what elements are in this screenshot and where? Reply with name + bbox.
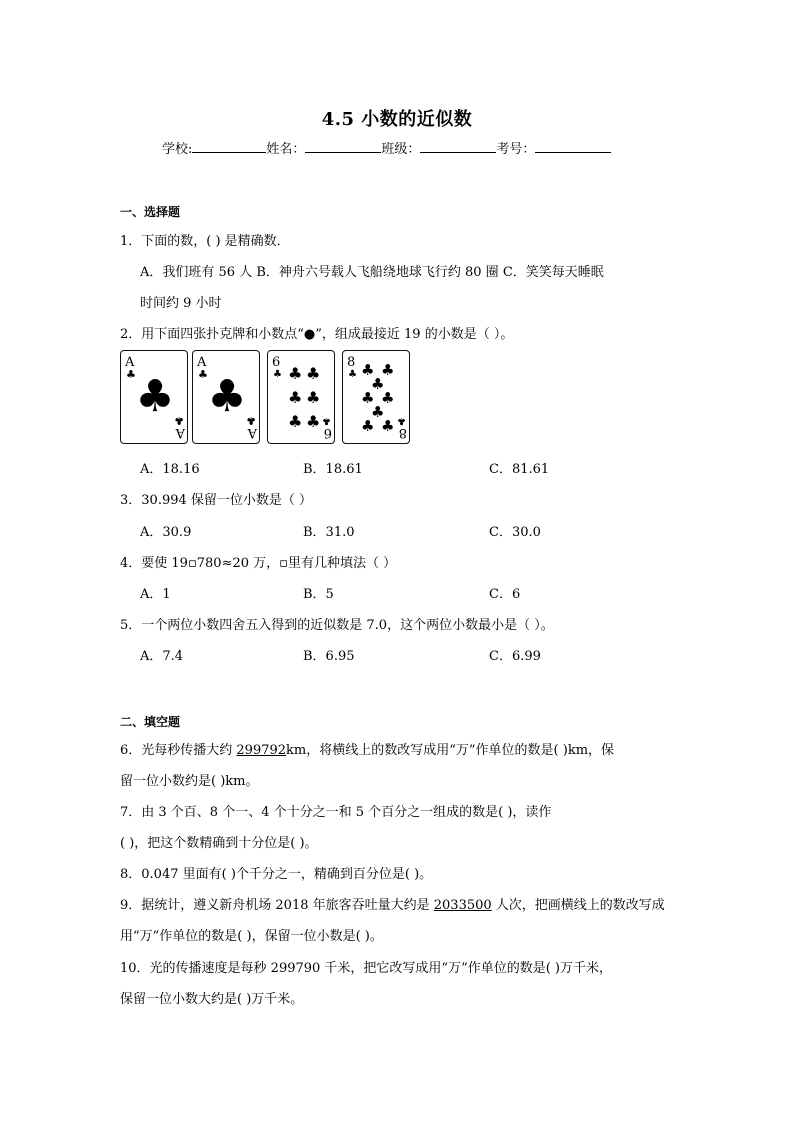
svg-text:♣: ♣ bbox=[306, 364, 321, 383]
svg-text:♣: ♣ bbox=[371, 403, 385, 421]
school-label: 学校: bbox=[162, 142, 193, 157]
svg-text:8: 8 bbox=[398, 425, 407, 440]
q2-option-c: C．81.61 bbox=[489, 462, 550, 477]
q2-stem: 2．用下面四张扑克牌和小数点“●”，组成最接近 19 的小数是（ ）。 bbox=[120, 327, 514, 342]
svg-text:♣: ♣ bbox=[306, 388, 321, 407]
q5-stem: 5．一个两位小数四舍五入得到的近似数是 7.0，这个两位小数最小是（ ）。 bbox=[120, 618, 554, 633]
svg-text:♣: ♣ bbox=[306, 412, 321, 431]
q3-stem: 3．30.994 保留一位小数是（ ） bbox=[120, 493, 313, 508]
q10-line2: 保留一位小数大约是( )万千米。 bbox=[120, 992, 304, 1007]
playing-card-ace-clubs bbox=[120, 350, 188, 444]
q5-option-a: A．7.4 bbox=[140, 649, 184, 664]
name-blank[interactable] bbox=[305, 140, 381, 153]
q1-options-cont: 时间约 9 小时 bbox=[140, 296, 222, 311]
page-title: 4.5 小数的近似数 bbox=[321, 109, 473, 130]
number-label: 考号： bbox=[496, 142, 536, 157]
q1-options: A．我们班有 56 人 B．神舟六号载人飞船绕地球飞行约 80 圈 C．笑笑每天睡眠 bbox=[140, 265, 604, 280]
svg-text:♣: ♣ bbox=[361, 389, 375, 407]
playing-card-ace-clubs-2 bbox=[192, 350, 260, 444]
q6-line1: 6．光每秒传播大约 299792km，将横线上的数改写成用“万”作单位的数是( )km，保 bbox=[120, 743, 615, 758]
q9-line2: 用“万”作单位的数是( )，保留一位小数是( )。 bbox=[120, 929, 383, 944]
svg-text:6: 6 bbox=[272, 355, 281, 370]
q7-line2: ( )，把这个数精确到十分位是( )。 bbox=[120, 836, 318, 851]
name-label: 姓名： bbox=[266, 142, 306, 157]
svg-text:♣: ♣ bbox=[288, 388, 303, 407]
svg-text:♣: ♣ bbox=[174, 414, 184, 427]
q4-stem: 4．要使 19▫780≈20 万，▫里有几种填法（ ） bbox=[120, 556, 397, 571]
q6-line2: 留一位小数约是( )km。 bbox=[120, 774, 259, 789]
q7-line1: 7．由 3 个百、8 个一、4 个十分之一和 5 个百分之一组成的数是( )，读作 bbox=[120, 805, 552, 820]
school-blank[interactable] bbox=[192, 140, 266, 153]
svg-text:A: A bbox=[175, 425, 185, 440]
svg-text:♣: ♣ bbox=[288, 364, 303, 383]
svg-text:♣: ♣ bbox=[126, 368, 136, 381]
svg-text:♣: ♣ bbox=[381, 361, 395, 379]
section-choice-heading: 一、选择题 bbox=[120, 205, 181, 219]
svg-text:♣: ♣ bbox=[397, 415, 406, 426]
q9-line1: 9．据统计，遵义新舟机场 2018 年旅客吞吐量大约是 2033500 人次，把画横线上的数改写成 bbox=[120, 898, 665, 913]
q10-line1: 10．光的传播速度是每秒 299790 千米，把它改写成用“万”作单位的数是( )万千米， bbox=[120, 961, 613, 976]
class-label: 班级： bbox=[381, 142, 421, 157]
q3-option-a: A．30.9 bbox=[140, 525, 192, 540]
q2-option-a: A．18.16 bbox=[140, 462, 200, 477]
q5-option-c: C．6.99 bbox=[489, 649, 541, 664]
svg-text:♣: ♣ bbox=[361, 361, 375, 379]
q3-option-b: B．31.0 bbox=[303, 525, 355, 540]
q1-stem: 1．下面的数，( ) 是精确数． bbox=[120, 234, 290, 249]
q3-option-c: C．30.0 bbox=[489, 525, 541, 540]
playing-card-six-clubs bbox=[267, 350, 335, 444]
underlined-number: 299792 bbox=[236, 743, 287, 758]
number-blank[interactable] bbox=[535, 140, 611, 153]
q4-option-b: B．5 bbox=[303, 587, 334, 602]
svg-text:♣: ♣ bbox=[371, 375, 385, 393]
svg-text:A: A bbox=[247, 425, 257, 440]
class-blank[interactable] bbox=[420, 140, 496, 153]
svg-text:♣: ♣ bbox=[198, 368, 208, 381]
section-fill-heading: 二、填空题 bbox=[120, 715, 181, 729]
club-icon: ♣ bbox=[135, 371, 175, 422]
svg-text:♣: ♣ bbox=[361, 417, 375, 435]
club-icon: ♣ bbox=[207, 371, 247, 422]
card-rank: A bbox=[197, 355, 207, 370]
svg-text:6: 6 bbox=[323, 425, 332, 440]
q8-line1: 8．0.047 里面有( )个千分之一，精确到百分位是( )。 bbox=[120, 867, 433, 882]
svg-text:♣: ♣ bbox=[288, 412, 303, 431]
svg-text:♣: ♣ bbox=[381, 389, 395, 407]
svg-text:♣: ♣ bbox=[322, 415, 331, 426]
svg-text:8: 8 bbox=[347, 355, 356, 370]
card-rank: A bbox=[125, 355, 135, 370]
q4-option-c: C．6 bbox=[489, 587, 521, 602]
q5-option-b: B．6.95 bbox=[303, 649, 355, 664]
svg-text:♣: ♣ bbox=[381, 417, 395, 435]
q4-option-a: A．1 bbox=[140, 587, 171, 602]
underlined-number: 2033500 bbox=[433, 898, 492, 913]
svg-text:♣: ♣ bbox=[348, 369, 357, 380]
svg-text:♣: ♣ bbox=[273, 369, 282, 380]
playing-card-eight-clubs bbox=[342, 350, 410, 444]
student-info-line bbox=[162, 138, 611, 157]
svg-text:♣: ♣ bbox=[246, 414, 256, 427]
q2-option-b: B．18.61 bbox=[303, 462, 363, 477]
